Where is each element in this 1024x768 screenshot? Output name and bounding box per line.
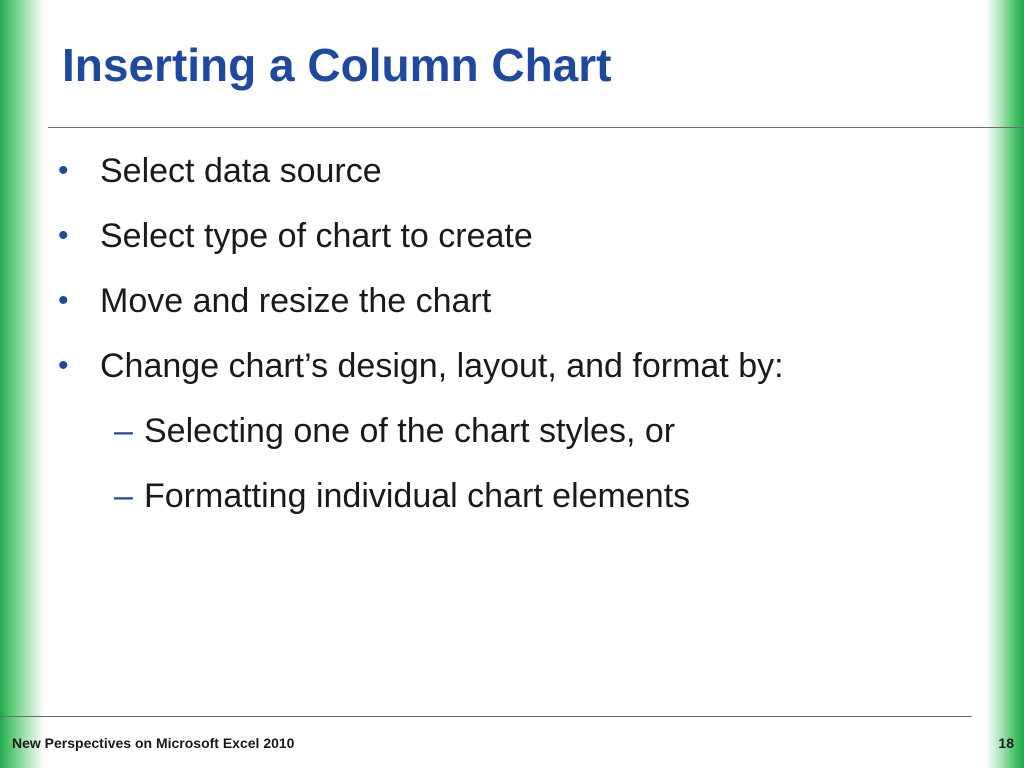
footer-title: New Perspectives on Microsoft Excel 2010 xyxy=(12,735,295,751)
sub-bullet-text: Formatting individual chart elements xyxy=(144,477,691,515)
left-green-band xyxy=(0,0,44,768)
bullet-text: Select type of chart to create xyxy=(100,217,533,255)
slide-title: Inserting a Column Chart xyxy=(62,39,612,91)
bullet-dot-icon: • xyxy=(58,154,69,187)
page-number: 18 xyxy=(998,735,1014,751)
footer-divider xyxy=(0,716,972,717)
bullet-text: Change chart’s design, layout, and format by: xyxy=(100,347,784,385)
bullet-text: Select data source xyxy=(100,152,382,190)
dash-icon: – xyxy=(114,412,133,450)
bullet-dot-icon: • xyxy=(58,284,69,317)
bullet-dot-icon: • xyxy=(58,349,69,382)
title-divider xyxy=(48,127,1024,128)
sub-bullet-text: Selecting one of the chart styles, or xyxy=(144,412,676,450)
bullet-text: Move and resize the chart xyxy=(100,282,492,320)
bullet-dot-icon: • xyxy=(58,219,69,252)
right-green-band xyxy=(986,0,1024,768)
dash-icon: – xyxy=(114,477,133,515)
